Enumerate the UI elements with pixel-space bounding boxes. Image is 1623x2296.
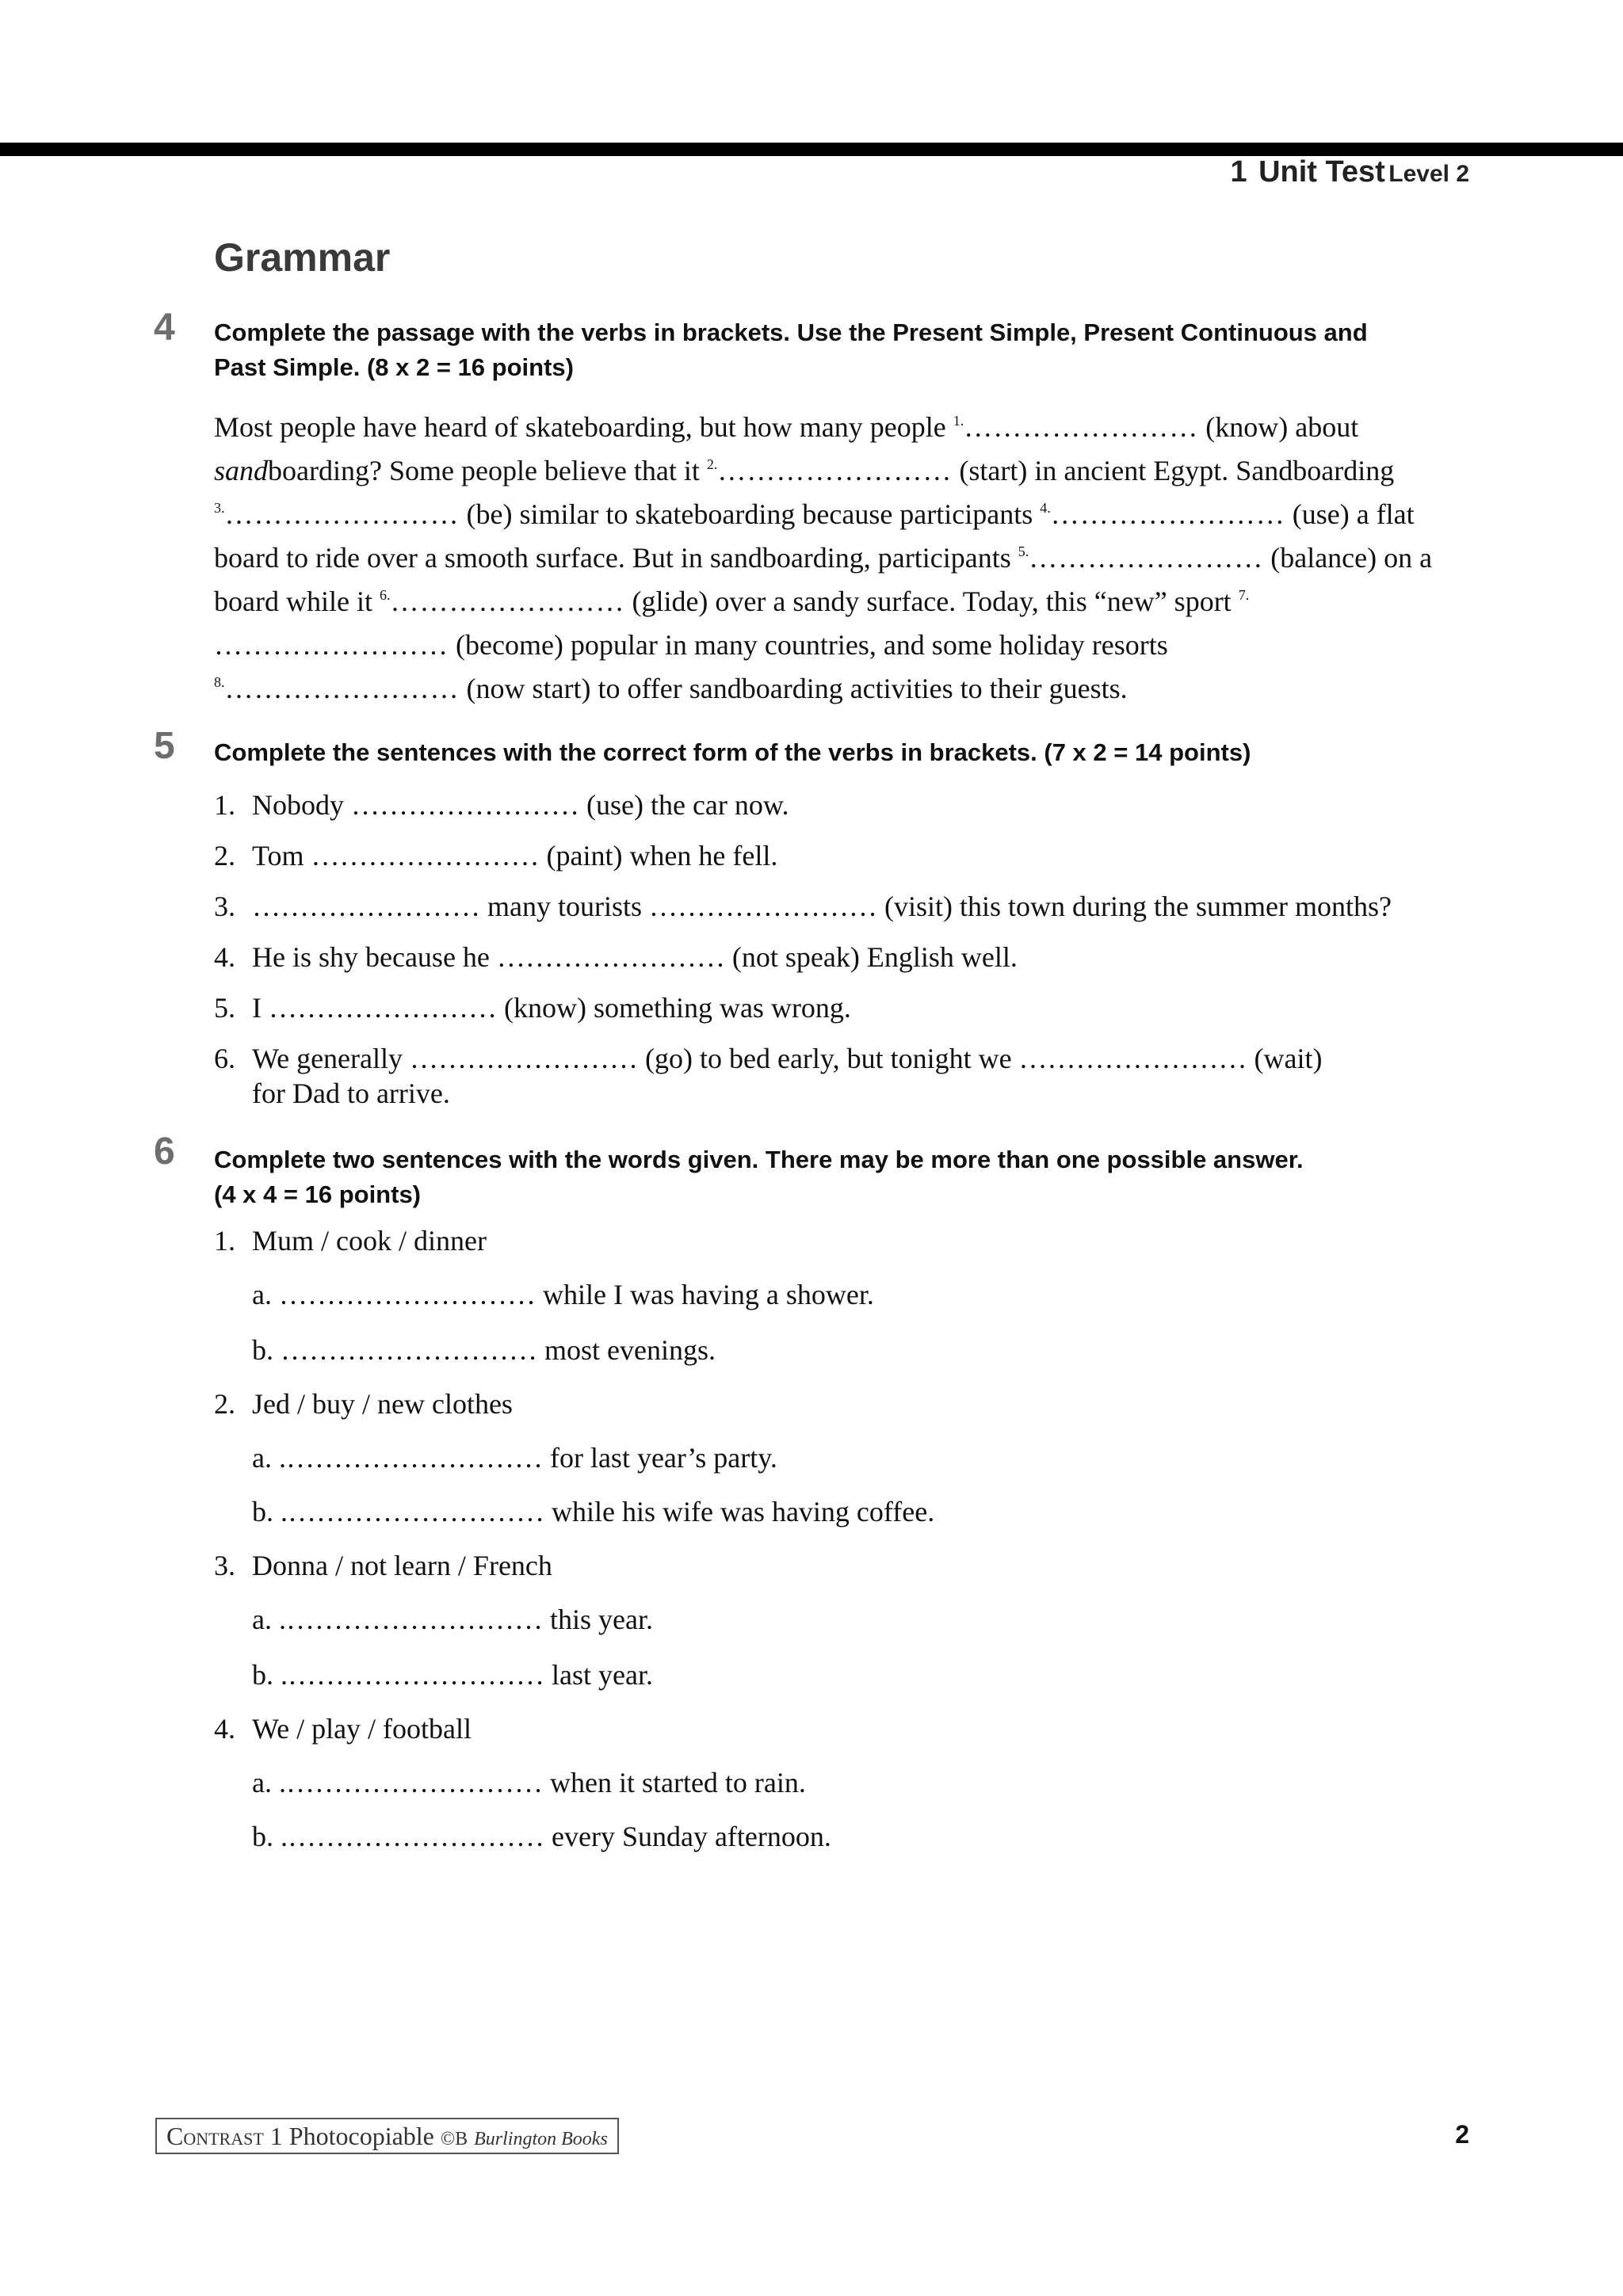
answer-line: a. .……………………… when it started to rain. [252,1767,806,1798]
blank-3: …………………… [224,498,460,530]
instruction-line: Complete two sentences with the words given. There may be more than one possible answer. [214,1146,1304,1173]
publisher-name: Burlington Books [474,2129,608,2149]
blank-8: …………………… [224,673,460,704]
exercise-4-number: 4 [154,307,175,349]
answer-line: b. .……………………… last year. [252,1659,653,1691]
unit-header [1230,155,1469,189]
answer-line: a. ……………………… while I was having a shower. [252,1279,874,1310]
blank-1: …………………… [964,411,1199,443]
list-item: 2. Tom …………………… (paint) when he fell. [214,840,778,871]
brand-number: 1 [269,2122,283,2150]
exercise-5-instructions: Complete the sentences with the correct form of the verbs in brackets. (7 x 2 = 14 points) [214,738,1251,766]
photocopiable-label: Photocopiable [288,2122,434,2150]
answer-line: a. .……………………… for last year’s party. [252,1442,777,1474]
footer-copyright-box [155,2118,619,2154]
exercise-6-instructions [214,1142,1482,1212]
unit-test-label: Unit Test [1258,155,1385,189]
section-title: Grammar [214,235,391,280]
list-item: 3. …………………… many tourists …………………… (visit) this town during the summer months? [214,891,1392,922]
exercise-4-instructions [214,315,1482,385]
answer-line: b. ……………………… most evenings. [252,1334,716,1366]
brand-name: Contrast [166,2122,264,2150]
list-item: 6. We generally …………………… (go) to bed early, but tonight we …………………… (wait) for Dad to arrive. [214,1043,1323,1109]
list-item: 4. He is shy because he …………………… (not speak) English well. [214,941,1018,973]
unit-number: 1 [1230,155,1247,189]
blank-7: …………………… [214,629,449,661]
blank-6: …………………… [390,585,625,617]
list-item: 1. Nobody …………………… (use) the car now. [214,789,789,821]
exercise-6-number: 6 [154,1131,175,1173]
unit-level: Level 2 [1388,161,1469,187]
list-item: 5. I …………………… (know) something was wrong. [214,992,851,1024]
top-rule [0,143,1623,156]
prompt-item: 4. We / play / football [214,1713,472,1745]
instruction-line: Past Simple. (8 x 2 = 16 points) [214,353,574,381]
publisher-logo-icon: B [455,2129,468,2149]
prompt-item: 1. Mum / cook / dinner [214,1225,487,1257]
blank-5: …………………… [1029,542,1264,574]
answer-line: a. .……………………… this year. [252,1604,653,1635]
instruction-line: (4 x 4 = 16 points) [214,1180,422,1208]
exercise-4-passage: Most people have heard of skateboarding, but how many people $^{1.}$…………………… (know) about sandboarding? Some people believe that it $^{2.}$…………………… (start) in ancient Egypt. Sandboarding $^{3.}$…………………… (be) similar to skateboarding because participants $^{4.}$…………………… (use) a flat board to ride over a smooth surface. But in sandboarding, participants $^{5.}$…………………… (balance) on a board while it $^{6.}$…………………… (glide) over a sandy surface. Today, this “new” sport $^{7.}$ …………………… (become) popular in many countries, and some holiday resorts $^{8.}$…………………… (now start) to offer sandboarding activities to their guests. [214,411,1433,704]
page-number: 2 [1455,2120,1469,2149]
prompt-item: 2. Jed / buy / new clothes [214,1388,513,1420]
blank-4: …………………… [1050,498,1285,530]
blank-2: …………………… [717,455,953,486]
prompt-item: 3. Donna / not learn / French [214,1550,552,1581]
answer-line: b. .……………………… while his wife was having coffee. [252,1496,935,1527]
copyright-icon: © [440,2129,456,2149]
exercise-5-number: 5 [154,725,175,767]
answer-line: b. .……………………… every Sunday afternoon. [252,1821,831,1852]
instruction-line: Complete the passage with the verbs in brackets. Use the Present Simple, Present Continuous and [214,318,1368,346]
